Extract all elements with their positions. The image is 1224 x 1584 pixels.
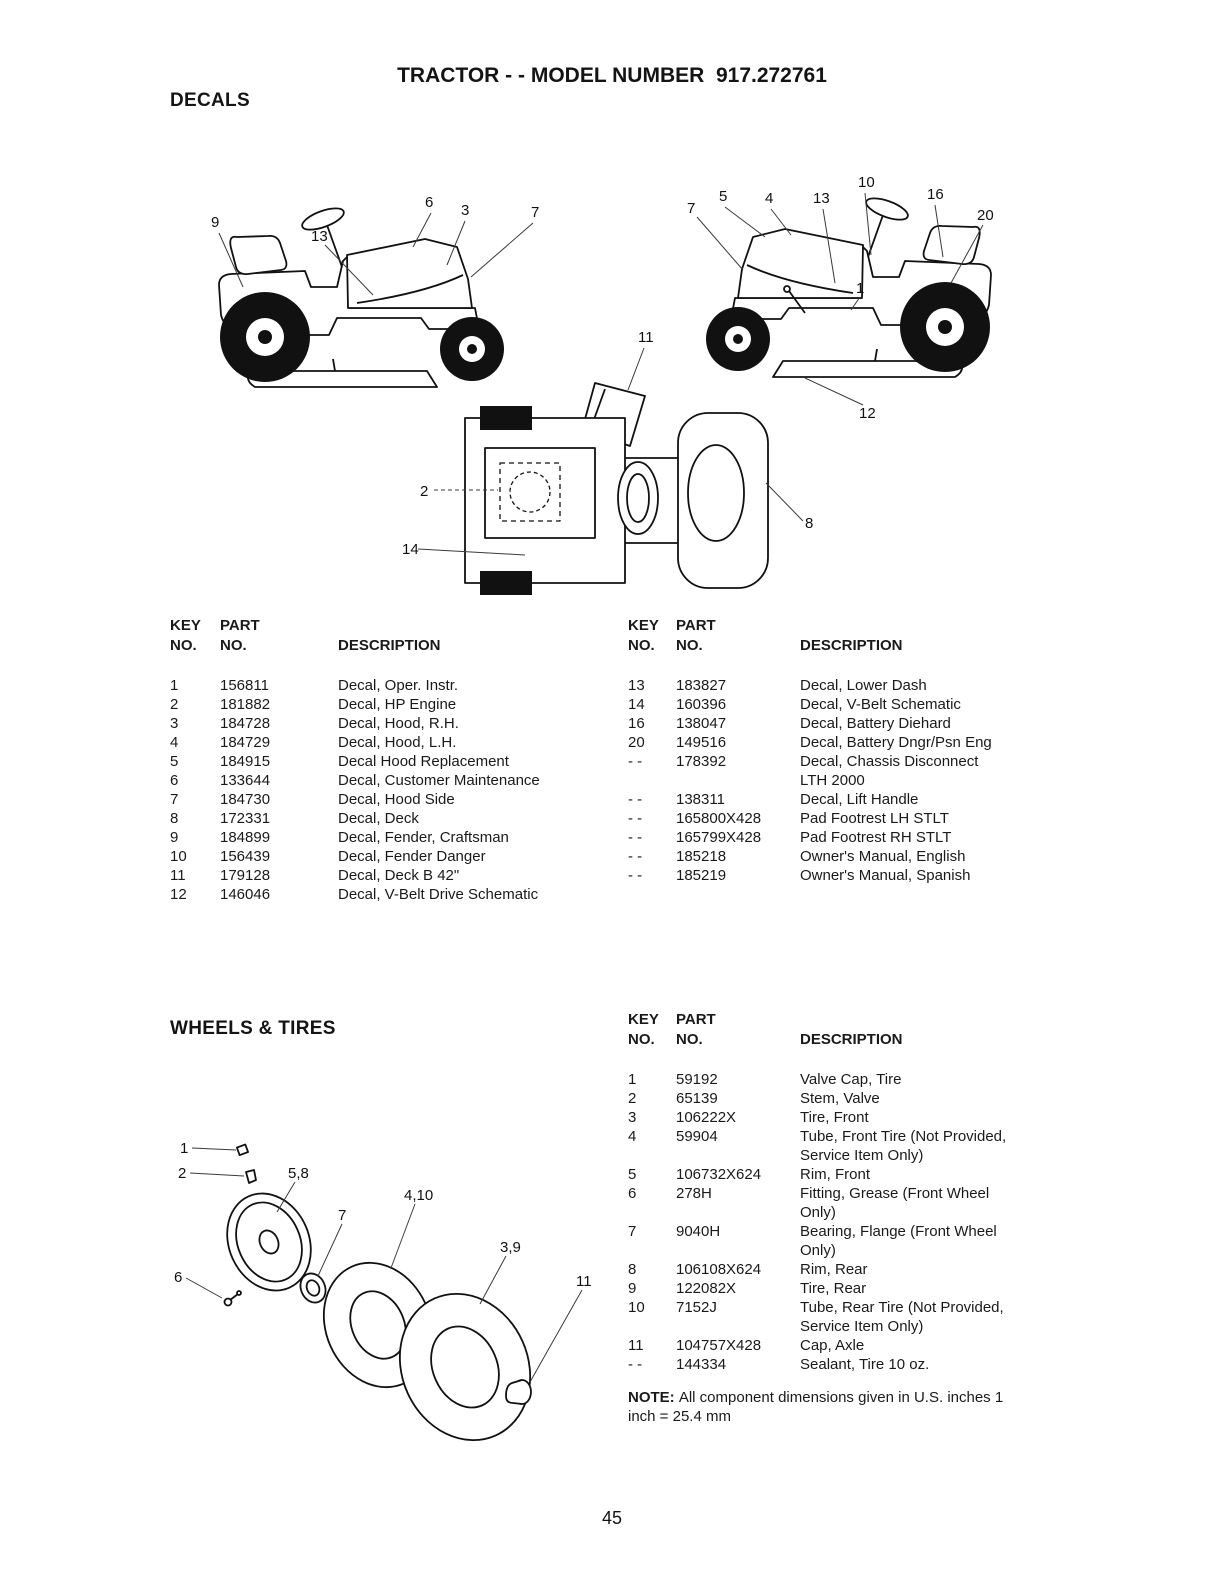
cell-key: 2	[170, 696, 179, 713]
callout-label: 2	[178, 1165, 187, 1182]
callout-label: 3	[461, 202, 470, 219]
desc-col-header: DESCRIPTION	[800, 637, 903, 654]
table-row	[170, 752, 590, 771]
cell-part: 185218	[676, 848, 727, 865]
cell-desc: Rim, Front	[800, 1166, 871, 1183]
table-row	[170, 695, 590, 714]
cell-desc: Decal, Lower Dash	[800, 677, 927, 694]
callout-label: 7	[531, 204, 540, 221]
table-row	[628, 1279, 1015, 1298]
cell-desc: Decal Hood Replacement	[338, 753, 509, 770]
table-row	[628, 866, 1000, 885]
callout-label: 4	[765, 190, 774, 207]
cell-desc: Bearing, Flange (Front Wheel Only)	[800, 1223, 997, 1259]
cell-desc: Decal, V-Belt Schematic	[800, 696, 961, 713]
cell-part: 149516	[676, 734, 727, 751]
table-row	[628, 1222, 1015, 1260]
cell-part: 184915	[220, 753, 271, 770]
cell-desc: Decal, Hood Side	[338, 791, 455, 808]
cell-key: 5	[628, 1166, 637, 1183]
cell-part: 184729	[220, 734, 271, 751]
valve-cap	[237, 1145, 248, 1156]
cell-desc: Decal, Fender, Craftsman	[338, 829, 509, 846]
cell-part: 9040H	[676, 1223, 721, 1240]
tractor-top-view-diagram	[400, 318, 835, 618]
cell-desc: Rim, Rear	[800, 1261, 868, 1278]
callout-label: 12	[859, 405, 876, 422]
cell-key: 12	[170, 886, 187, 903]
table-row	[170, 866, 590, 885]
table-row	[170, 790, 590, 809]
front-wheel-bottom	[480, 571, 532, 595]
table-row	[628, 1165, 1015, 1184]
callout-label: 10	[858, 174, 875, 191]
callout-label: 2	[420, 483, 429, 500]
cell-part: 160396	[676, 696, 727, 713]
wheel-assembly-diagram	[170, 1120, 610, 1450]
cell-key: 8	[628, 1261, 637, 1278]
decals-table-left	[170, 616, 590, 904]
cell-key: 4	[170, 734, 179, 751]
cell-key: 2	[628, 1090, 637, 1107]
cell-key: 10	[628, 1299, 645, 1316]
callout-label: 13	[311, 228, 328, 245]
table-row	[628, 714, 1000, 733]
cell-part: 185219	[676, 867, 727, 884]
table-row	[628, 752, 1000, 790]
cell-part: 184730	[220, 791, 271, 808]
table-row	[628, 1070, 1015, 1089]
callout-label: 5	[719, 188, 728, 205]
cell-desc: Decal, V-Belt Drive Schematic	[338, 886, 539, 903]
cell-key: 7	[628, 1223, 637, 1240]
cell-part: 165799X428	[676, 829, 762, 846]
cell-key: 3	[170, 715, 179, 732]
cell-desc: Decal, Battery Dngr/Psn Eng	[800, 734, 992, 751]
key-col-header: KEY NO.	[170, 617, 201, 654]
table-rows	[170, 676, 590, 904]
cell-part: 138047	[676, 715, 727, 732]
wheels-table	[628, 1010, 1015, 1426]
table-row	[628, 1298, 1015, 1336]
cell-key: 5	[170, 753, 179, 770]
cell-key: - -	[628, 867, 643, 884]
cell-part: 59192	[676, 1071, 718, 1088]
cell-part: 59904	[676, 1128, 718, 1145]
key-col-header: KEY NO.	[628, 617, 659, 654]
axle-cap	[506, 1380, 531, 1404]
table-row	[628, 1355, 1015, 1374]
dimensions-note	[628, 1388, 1010, 1426]
cell-key: 4	[628, 1128, 637, 1145]
callout-label: 11	[638, 329, 654, 346]
callout-label: 7	[338, 1207, 347, 1224]
cell-desc: Decal, Customer Maintenance	[338, 772, 540, 789]
cell-key: 6	[170, 772, 179, 789]
top-view-svg	[400, 318, 835, 618]
table-row	[170, 676, 590, 695]
cell-key: - -	[628, 848, 643, 865]
callout-label: 3,9	[500, 1239, 521, 1256]
cell-part: 106732X624	[676, 1166, 762, 1183]
table-row	[628, 676, 1000, 695]
cell-part: 178392	[676, 753, 727, 770]
cell-desc: Decal, Lift Handle	[800, 791, 919, 808]
cell-key: - -	[628, 753, 643, 770]
callout-label: 14	[402, 541, 419, 558]
part-col-header: PART NO.	[676, 617, 716, 654]
table-header	[628, 1010, 1015, 1050]
cell-key: - -	[628, 1356, 643, 1373]
cell-key: 7	[170, 791, 179, 808]
page-title: TRACTOR - - MODEL NUMBER 917.272761	[397, 64, 827, 87]
cell-desc: Decal, Battery Diehard	[800, 715, 951, 732]
cell-key: 16	[628, 715, 645, 732]
callout-label: 4,10	[404, 1187, 434, 1204]
engine-box	[485, 448, 595, 538]
cell-part: 106108X624	[676, 1261, 762, 1278]
cell-desc: Decal, Fender Danger	[338, 848, 486, 865]
table-row	[628, 733, 1000, 752]
hood	[738, 229, 863, 298]
cell-part: 184728	[220, 715, 271, 732]
table-row	[170, 733, 590, 752]
cell-desc: Pad Footrest RH STLT	[800, 829, 952, 846]
cell-part: 104757X428	[676, 1337, 762, 1354]
cell-key: - -	[628, 829, 643, 846]
cell-desc: Decal, Oper. Instr.	[338, 677, 459, 694]
callout-label: 8	[805, 515, 814, 532]
table-row	[628, 1336, 1015, 1355]
cell-part: 156811	[220, 677, 269, 694]
wheel-assembly-svg	[170, 1120, 610, 1450]
desc-col-header: DESCRIPTION	[800, 1031, 903, 1048]
cell-desc: Decal, Hood, R.H.	[338, 715, 459, 732]
cell-part: 181882	[220, 696, 271, 713]
callout-label: 6	[174, 1269, 183, 1286]
cell-key: 13	[628, 677, 645, 694]
cell-part: 122082X	[676, 1280, 737, 1297]
table-row	[170, 809, 590, 828]
table-row	[628, 1108, 1015, 1127]
desc-col-header: DESCRIPTION	[338, 637, 441, 654]
cell-key: 1	[628, 1071, 637, 1088]
cell-part: 278H	[676, 1185, 712, 1202]
key-col-header: KEY NO.	[628, 1011, 659, 1048]
table-row	[628, 809, 1000, 828]
cell-key: - -	[628, 791, 643, 808]
cell-key: 20	[628, 734, 645, 751]
table-header	[628, 616, 1000, 656]
cell-desc: Cap, Axle	[800, 1337, 865, 1354]
decals-section-heading: DECALS	[170, 90, 250, 111]
cell-key: 6	[628, 1185, 637, 1202]
table-row	[628, 828, 1000, 847]
cell-desc: Stem, Valve	[800, 1090, 880, 1107]
table-rows	[628, 1070, 1015, 1374]
cell-key: 3	[628, 1109, 637, 1126]
cell-part: 156439	[220, 848, 271, 865]
cell-key: 9	[170, 829, 179, 846]
part-col-header: PART NO.	[220, 617, 260, 654]
seat-top	[688, 445, 744, 541]
callout-label: 11	[576, 1273, 592, 1290]
callout-label: 20	[977, 207, 994, 224]
table-row	[170, 714, 590, 733]
valve-stem	[246, 1170, 256, 1183]
cell-desc: Fitting, Grease (Front Wheel Only)	[800, 1185, 990, 1221]
cell-part: 144334	[676, 1356, 727, 1373]
seat	[230, 236, 286, 274]
cell-key: 10	[170, 848, 187, 865]
cell-desc: Pad Footrest LH STLT	[800, 810, 949, 827]
table-row	[628, 1260, 1015, 1279]
callout-label: 1	[856, 280, 865, 297]
cell-key: 11	[170, 867, 186, 884]
cell-part: 7152J	[676, 1299, 717, 1316]
table-row	[628, 847, 1000, 866]
cell-part: 184899	[220, 829, 271, 846]
cell-desc: Sealant, Tire 10 oz.	[800, 1356, 930, 1373]
cell-part: 138311	[676, 791, 725, 808]
table-row	[628, 1089, 1015, 1108]
cell-desc: Decal, Hood, L.H.	[338, 734, 457, 751]
cell-part: 172331	[220, 810, 271, 827]
cell-key: 9	[628, 1280, 637, 1297]
rear-wheel	[220, 292, 310, 382]
cell-key: 11	[628, 1337, 644, 1354]
table-row	[628, 1184, 1015, 1222]
cell-desc: Tire, Front	[800, 1109, 869, 1126]
cell-part: 133644	[220, 772, 271, 789]
table-rows	[628, 676, 1000, 885]
cell-desc: Owner's Manual, English	[800, 848, 966, 865]
table-row	[170, 828, 590, 847]
cell-part: 146046	[220, 886, 271, 903]
table-row	[628, 1127, 1015, 1165]
cell-desc: Decal, Deck B 42"	[338, 867, 460, 884]
table-header	[170, 616, 590, 656]
callout-label: 16	[927, 186, 944, 203]
callout-label: 1	[180, 1140, 189, 1157]
callout-label: 9	[211, 214, 220, 231]
note-text: All component dimensions given in U.S. inches 1 inch = 25.4 mm	[628, 1389, 1004, 1425]
callout-label: 6	[425, 194, 434, 211]
decals-table-right	[628, 616, 1000, 885]
cell-key: 14	[628, 696, 645, 713]
rear-body	[678, 413, 768, 588]
table-row	[170, 885, 590, 904]
table-row	[170, 847, 590, 866]
cell-part: 65139	[676, 1090, 718, 1107]
cell-desc: Valve Cap, Tire	[800, 1071, 902, 1088]
callout-label: 7	[687, 200, 696, 217]
cell-desc: Owner's Manual, Spanish	[800, 867, 971, 884]
cell-key: 1	[170, 677, 179, 694]
cell-key: - -	[628, 810, 643, 827]
cell-part: 179128	[220, 867, 271, 884]
table-row	[170, 771, 590, 790]
grease-fitting	[225, 1291, 242, 1306]
steering-wheel-top	[618, 462, 658, 534]
part-col-header: PART NO.	[676, 1011, 716, 1048]
seat	[924, 226, 980, 264]
cell-part: 106222X	[676, 1109, 737, 1126]
rear-wheel	[900, 282, 990, 372]
front-wheel-top	[480, 406, 532, 430]
cell-part: 183827	[676, 677, 727, 694]
cell-desc: Decal, Deck	[338, 810, 419, 827]
cell-desc: Tire, Rear	[800, 1280, 867, 1297]
cell-desc: Decal, Chassis Disconnect LTH 2000	[800, 753, 979, 789]
cell-key: 8	[170, 810, 179, 827]
cell-desc: Tube, Front Tire (Not Provided, Service Item Only)	[800, 1128, 1007, 1164]
table-row	[628, 790, 1000, 809]
cell-desc: Decal, HP Engine	[338, 696, 457, 713]
note-label: NOTE:	[628, 1389, 679, 1406]
table-row	[628, 695, 1000, 714]
page-number: 45	[601, 1508, 623, 1528]
callout-label: 13	[813, 190, 830, 207]
wheels-section-heading: WHEELS & TIRES	[170, 1018, 336, 1039]
callout-label: 5,8	[288, 1165, 309, 1182]
cell-desc: Tube, Rear Tire (Not Provided, Service Item Only)	[800, 1299, 1004, 1335]
cell-part: 165800X428	[676, 810, 762, 827]
